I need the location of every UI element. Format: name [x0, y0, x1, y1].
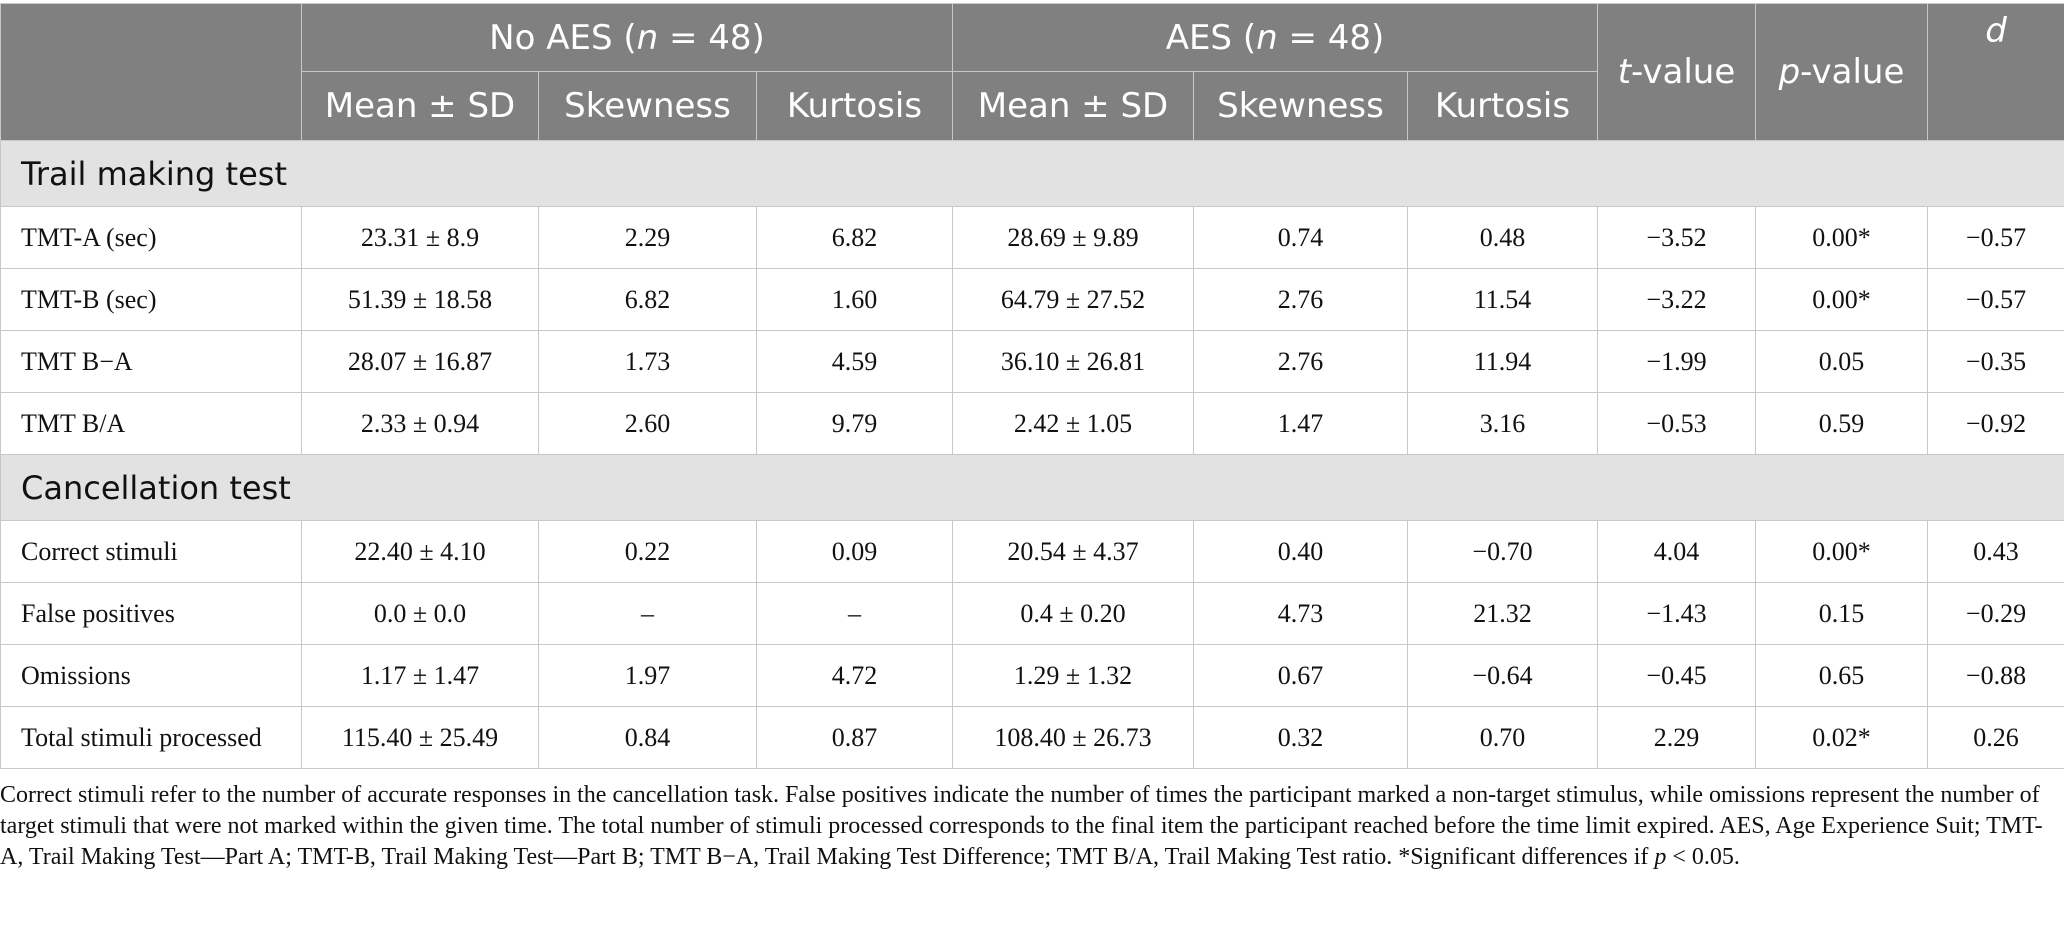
table-cell: 2.76	[1194, 269, 1408, 331]
header-mean-sd-no-aes: Mean ± SD	[302, 72, 539, 141]
table-cell: 1.97	[539, 645, 757, 707]
table-cell: 6.82	[757, 207, 953, 269]
table-cell: 1.17 ± 1.47	[302, 645, 539, 707]
table-cell: 4.04	[1598, 521, 1756, 583]
table-cell: 2.33 ± 0.94	[302, 393, 539, 455]
table-row	[1, 393, 2064, 455]
header-kurtosis-aes: Kurtosis	[1408, 72, 1598, 141]
table-row	[1, 645, 2064, 707]
table-cell: 108.40 ± 26.73	[953, 707, 1194, 769]
table-cell: 64.79 ± 27.52	[953, 269, 1194, 331]
table-cell: 0.74	[1194, 207, 1408, 269]
table-cell: 0.59	[1756, 393, 1928, 455]
row-label: TMT-B (sec)	[1, 269, 302, 331]
table-cell: 11.54	[1408, 269, 1598, 331]
table-cell: −0.88	[1928, 645, 2064, 707]
table-cell: 0.43	[1928, 521, 2064, 583]
header-kurtosis-no-aes: Kurtosis	[757, 72, 953, 141]
table-cell: 1.73	[539, 331, 757, 393]
row-label: TMT B/A	[1, 393, 302, 455]
row-label: Total stimuli processed	[1, 707, 302, 769]
table-cell: −1.99	[1598, 331, 1756, 393]
table-body	[1, 141, 2064, 769]
table-cell: 0.00*	[1756, 207, 1928, 269]
table-cell: 0.22	[539, 521, 757, 583]
table-cell: 1.47	[1194, 393, 1408, 455]
row-label: Correct stimuli	[1, 521, 302, 583]
table-cell: −3.22	[1598, 269, 1756, 331]
table-cell: 2.42 ± 1.05	[953, 393, 1194, 455]
table-cell: 1.60	[757, 269, 953, 331]
table-cell: −0.45	[1598, 645, 1756, 707]
results-table	[0, 3, 2064, 769]
table-cell: 36.10 ± 26.81	[953, 331, 1194, 393]
table-cell: −0.57	[1928, 269, 2064, 331]
table-cell: 0.65	[1756, 645, 1928, 707]
table-cell: −0.29	[1928, 583, 2064, 645]
table-cell: 115.40 ± 25.49	[302, 707, 539, 769]
header-d: d	[1928, 4, 2064, 141]
table-cell: 0.70	[1408, 707, 1598, 769]
table-cell: 0.00*	[1756, 269, 1928, 331]
table-cell: 0.00*	[1756, 521, 1928, 583]
table-cell: 0.67	[1194, 645, 1408, 707]
table-cell: 2.29	[1598, 707, 1756, 769]
table-cell: 21.32	[1408, 583, 1598, 645]
section-row	[1, 141, 2064, 207]
row-label: False positives	[1, 583, 302, 645]
n-symbol: n	[636, 17, 659, 58]
header-group-no-aes: No AES (n = 48)	[302, 4, 953, 72]
table-cell: −0.53	[1598, 393, 1756, 455]
p-symbol: p	[1654, 844, 1667, 870]
table-cell: 9.79	[757, 393, 953, 455]
n-symbol: n	[1256, 17, 1278, 58]
table-cell: 1.29 ± 1.32	[953, 645, 1194, 707]
table-cell: 4.59	[757, 331, 953, 393]
table-cell: 6.82	[539, 269, 757, 331]
table-cell: 3.16	[1408, 393, 1598, 455]
table-cell: 28.69 ± 9.89	[953, 207, 1194, 269]
table-cell: 0.84	[539, 707, 757, 769]
table-row	[1, 583, 2064, 645]
table-cell: −1.43	[1598, 583, 1756, 645]
table-cell: 2.60	[539, 393, 757, 455]
table-cell: 51.39 ± 18.58	[302, 269, 539, 331]
table-cell: 0.26	[1928, 707, 2064, 769]
table-cell: −0.35	[1928, 331, 2064, 393]
table-cell: −0.57	[1928, 207, 2064, 269]
section-row	[1, 455, 2064, 521]
header-p-value: p-value	[1756, 4, 1928, 141]
row-label: Omissions	[1, 645, 302, 707]
section-title: Cancellation test	[1, 455, 2064, 521]
row-label: TMT B−A	[1, 331, 302, 393]
footnote-text-end: < 0.05.	[1666, 844, 1740, 870]
table-cell: −0.64	[1408, 645, 1598, 707]
table-cell: 2.29	[539, 207, 757, 269]
table-cell: −0.70	[1408, 521, 1598, 583]
table-cell: 4.72	[757, 645, 953, 707]
table-cell: 0.05	[1756, 331, 1928, 393]
table-cell: –	[539, 583, 757, 645]
table-row	[1, 331, 2064, 393]
table-row	[1, 207, 2064, 269]
table-cell: 22.40 ± 4.10	[302, 521, 539, 583]
header-group-aes: AES (n = 48)	[953, 4, 1598, 72]
table-cell: 0.87	[757, 707, 953, 769]
header-skewness-aes: Skewness	[1194, 72, 1408, 141]
table-footnote	[0, 780, 2060, 873]
header-mean-sd-aes: Mean ± SD	[953, 72, 1194, 141]
section-title: Trail making test	[1, 141, 2064, 207]
table-cell: 28.07 ± 16.87	[302, 331, 539, 393]
table-cell: 11.94	[1408, 331, 1598, 393]
table-cell: 2.76	[1194, 331, 1408, 393]
table-cell: 0.02*	[1756, 707, 1928, 769]
table-cell: –	[757, 583, 953, 645]
table-cell: 0.40	[1194, 521, 1408, 583]
table-row	[1, 707, 2064, 769]
footnote-text: Correct stimuli refer to the number of accurate responses in the cancellation task. False positives indicate the number of times the participant marked a non-target stimulus, while omissions represent the number of target stimuli that were not marked within the given time. The total number of stimuli processed corresponds to the final item the participant reached before the time limit expired. AES, Age Experience Suit; TMT-A, Trail Making Test—Part A; TMT-B, Trail Making Test—Part B; TMT B−A, Trail Making Test Difference; TMT B/A, Trail Making Test ratio. *Significant differences if	[0, 782, 2043, 870]
table-cell: 0.48	[1408, 207, 1598, 269]
table-cell: 0.15	[1756, 583, 1928, 645]
table-cell: 20.54 ± 4.37	[953, 521, 1194, 583]
table-cell: 0.4 ± 0.20	[953, 583, 1194, 645]
header-t-value: t-value	[1598, 4, 1756, 141]
table-row	[1, 521, 2064, 583]
table-cell: 0.32	[1194, 707, 1408, 769]
table-header	[1, 4, 2064, 141]
table-cell: 23.31 ± 8.9	[302, 207, 539, 269]
table-row	[1, 269, 2064, 331]
table-cell: −3.52	[1598, 207, 1756, 269]
table-cell: 4.73	[1194, 583, 1408, 645]
row-label: TMT-A (sec)	[1, 207, 302, 269]
header-corner-cell	[1, 4, 302, 141]
table-cell: 0.09	[757, 521, 953, 583]
header-skewness-no-aes: Skewness	[539, 72, 757, 141]
table-cell: −0.92	[1928, 393, 2064, 455]
table-cell: 0.0 ± 0.0	[302, 583, 539, 645]
